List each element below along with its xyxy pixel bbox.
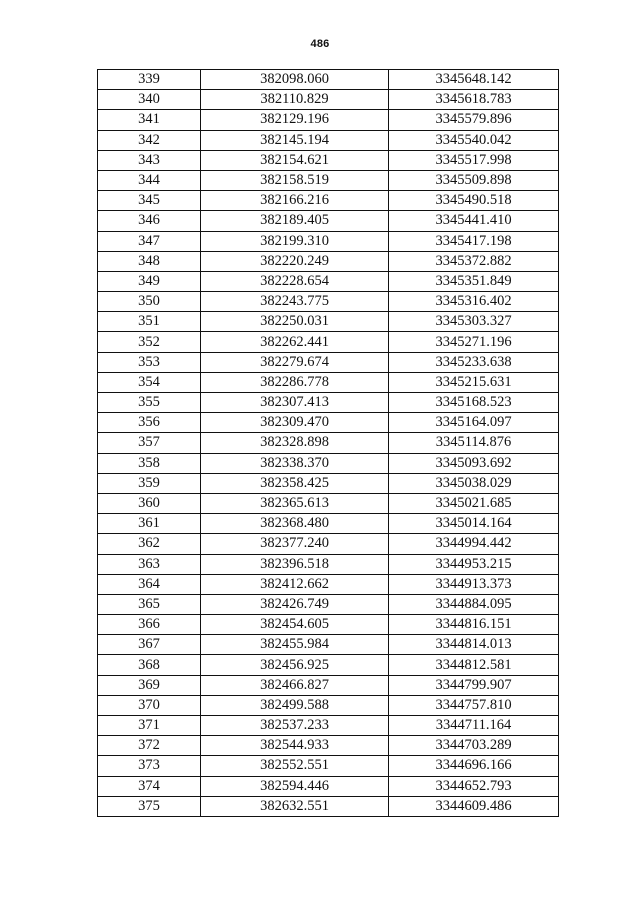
x-coordinate-cell: 382338.370: [201, 453, 389, 473]
y-coordinate-cell: 3344913.373: [389, 574, 559, 594]
x-coordinate-cell: 382552.551: [201, 756, 389, 776]
point-number-cell: 346: [98, 211, 201, 231]
point-number-cell: 364: [98, 574, 201, 594]
x-coordinate-cell: 382166.216: [201, 191, 389, 211]
x-coordinate-cell: 382199.310: [201, 231, 389, 251]
y-coordinate-cell: 3344799.907: [389, 675, 559, 695]
point-number-cell: 344: [98, 170, 201, 190]
y-coordinate-cell: 3345648.142: [389, 70, 559, 90]
table-row: [98, 736, 559, 756]
x-coordinate-cell: 382279.674: [201, 352, 389, 372]
x-coordinate-cell: 382456.925: [201, 655, 389, 675]
point-number-cell: 362: [98, 534, 201, 554]
y-coordinate-cell: 3344884.095: [389, 594, 559, 614]
y-coordinate-cell: 3344814.013: [389, 635, 559, 655]
point-number-cell: 360: [98, 493, 201, 513]
point-number-cell: 345: [98, 191, 201, 211]
table-row: [98, 271, 559, 291]
x-coordinate-cell: 382537.233: [201, 716, 389, 736]
point-number-cell: 347: [98, 231, 201, 251]
point-number-cell: 357: [98, 433, 201, 453]
x-coordinate-cell: 382250.031: [201, 312, 389, 332]
point-number-cell: 374: [98, 776, 201, 796]
table-row: [98, 352, 559, 372]
point-number-cell: 375: [98, 796, 201, 816]
table-row: [98, 534, 559, 554]
y-coordinate-cell: 3345303.327: [389, 312, 559, 332]
table-row: [98, 716, 559, 736]
y-coordinate-cell: 3344609.486: [389, 796, 559, 816]
table-row: [98, 312, 559, 332]
point-number-cell: 367: [98, 635, 201, 655]
x-coordinate-cell: 382145.194: [201, 130, 389, 150]
point-number-cell: 361: [98, 514, 201, 534]
table-row: [98, 70, 559, 90]
point-number-cell: 373: [98, 756, 201, 776]
coordinate-table-body: [98, 70, 559, 817]
x-coordinate-cell: 382307.413: [201, 393, 389, 413]
table-row: [98, 594, 559, 614]
x-coordinate-cell: 382412.662: [201, 574, 389, 594]
table-row: [98, 796, 559, 816]
x-coordinate-cell: 382286.778: [201, 372, 389, 392]
y-coordinate-cell: 3344703.289: [389, 736, 559, 756]
point-number-cell: 350: [98, 292, 201, 312]
table-row: [98, 473, 559, 493]
y-coordinate-cell: 3345316.402: [389, 292, 559, 312]
x-coordinate-cell: 382396.518: [201, 554, 389, 574]
table-row: [98, 211, 559, 231]
x-coordinate-cell: 382158.519: [201, 170, 389, 190]
y-coordinate-cell: 3344711.164: [389, 716, 559, 736]
y-coordinate-cell: 3345168.523: [389, 393, 559, 413]
table-row: [98, 574, 559, 594]
table-row: [98, 453, 559, 473]
x-coordinate-cell: 382358.425: [201, 473, 389, 493]
y-coordinate-cell: 3345233.638: [389, 352, 559, 372]
y-coordinate-cell: 3345271.196: [389, 332, 559, 352]
x-coordinate-cell: 382243.775: [201, 292, 389, 312]
point-number-cell: 353: [98, 352, 201, 372]
point-number-cell: 355: [98, 393, 201, 413]
y-coordinate-cell: 3344994.442: [389, 534, 559, 554]
point-number-cell: 352: [98, 332, 201, 352]
point-number-cell: 365: [98, 594, 201, 614]
point-number-cell: 366: [98, 615, 201, 635]
y-coordinate-cell: 3344812.581: [389, 655, 559, 675]
x-coordinate-cell: 382377.240: [201, 534, 389, 554]
point-number-cell: 343: [98, 150, 201, 170]
point-number-cell: 372: [98, 736, 201, 756]
y-coordinate-cell: 3345372.882: [389, 251, 559, 271]
x-coordinate-cell: 382129.196: [201, 110, 389, 130]
table-row: [98, 292, 559, 312]
table-row: [98, 150, 559, 170]
y-coordinate-cell: 3345490.518: [389, 191, 559, 211]
x-coordinate-cell: 382262.441: [201, 332, 389, 352]
table-row: [98, 90, 559, 110]
table-row: [98, 493, 559, 513]
y-coordinate-cell: 3345509.898: [389, 170, 559, 190]
y-coordinate-cell: 3344757.810: [389, 695, 559, 715]
table-row: [98, 110, 559, 130]
y-coordinate-cell: 3345417.198: [389, 231, 559, 251]
point-number-cell: 363: [98, 554, 201, 574]
page-number: 486: [310, 38, 330, 50]
y-coordinate-cell: 3345215.631: [389, 372, 559, 392]
table-row: [98, 251, 559, 271]
y-coordinate-cell: 3345164.097: [389, 413, 559, 433]
y-coordinate-cell: 3344652.793: [389, 776, 559, 796]
table-row: [98, 756, 559, 776]
y-coordinate-cell: 3345441.410: [389, 211, 559, 231]
point-number-cell: 358: [98, 453, 201, 473]
point-number-cell: 368: [98, 655, 201, 675]
x-coordinate-cell: 382154.621: [201, 150, 389, 170]
table-row: [98, 170, 559, 190]
y-coordinate-cell: 3345114.876: [389, 433, 559, 453]
x-coordinate-cell: 382309.470: [201, 413, 389, 433]
table-row: [98, 130, 559, 150]
point-number-cell: 359: [98, 473, 201, 493]
x-coordinate-cell: 382455.984: [201, 635, 389, 655]
table-row: [98, 413, 559, 433]
point-number-cell: 341: [98, 110, 201, 130]
table-row: [98, 231, 559, 251]
table-row: [98, 372, 559, 392]
point-number-cell: 370: [98, 695, 201, 715]
x-coordinate-cell: 382189.405: [201, 211, 389, 231]
point-number-cell: 349: [98, 271, 201, 291]
y-coordinate-cell: 3345618.783: [389, 90, 559, 110]
table-row: [98, 332, 559, 352]
table-row: [98, 675, 559, 695]
y-coordinate-cell: 3344953.215: [389, 554, 559, 574]
point-number-cell: 356: [98, 413, 201, 433]
y-coordinate-cell: 3345540.042: [389, 130, 559, 150]
point-number-cell: 348: [98, 251, 201, 271]
y-coordinate-cell: 3345038.029: [389, 473, 559, 493]
point-number-cell: 354: [98, 372, 201, 392]
x-coordinate-cell: 382220.249: [201, 251, 389, 271]
point-number-cell: 371: [98, 716, 201, 736]
x-coordinate-cell: 382110.829: [201, 90, 389, 110]
point-number-cell: 342: [98, 130, 201, 150]
y-coordinate-cell: 3345093.692: [389, 453, 559, 473]
table-row: [98, 554, 559, 574]
y-coordinate-cell: 3344816.151: [389, 615, 559, 635]
x-coordinate-cell: 382594.446: [201, 776, 389, 796]
table-row: [98, 776, 559, 796]
point-number-cell: 339: [98, 70, 201, 90]
x-coordinate-cell: 382368.480: [201, 514, 389, 534]
table-row: [98, 393, 559, 413]
x-coordinate-cell: 382632.551: [201, 796, 389, 816]
point-number-cell: 369: [98, 675, 201, 695]
table-row: [98, 615, 559, 635]
table-row: [98, 514, 559, 534]
x-coordinate-cell: 382228.654: [201, 271, 389, 291]
coordinate-table: [97, 69, 559, 817]
x-coordinate-cell: 382328.898: [201, 433, 389, 453]
y-coordinate-cell: 3344696.166: [389, 756, 559, 776]
point-number-cell: 351: [98, 312, 201, 332]
table-row: [98, 191, 559, 211]
x-coordinate-cell: 382098.060: [201, 70, 389, 90]
y-coordinate-cell: 3345021.685: [389, 493, 559, 513]
y-coordinate-cell: 3345579.896: [389, 110, 559, 130]
x-coordinate-cell: 382499.588: [201, 695, 389, 715]
table-row: [98, 635, 559, 655]
table-row: [98, 433, 559, 453]
table-row: [98, 695, 559, 715]
table-row: [98, 655, 559, 675]
y-coordinate-cell: 3345517.998: [389, 150, 559, 170]
x-coordinate-cell: 382365.613: [201, 493, 389, 513]
x-coordinate-cell: 382426.749: [201, 594, 389, 614]
x-coordinate-cell: 382454.605: [201, 615, 389, 635]
point-number-cell: 340: [98, 90, 201, 110]
x-coordinate-cell: 382544.933: [201, 736, 389, 756]
x-coordinate-cell: 382466.827: [201, 675, 389, 695]
y-coordinate-cell: 3345014.164: [389, 514, 559, 534]
y-coordinate-cell: 3345351.849: [389, 271, 559, 291]
